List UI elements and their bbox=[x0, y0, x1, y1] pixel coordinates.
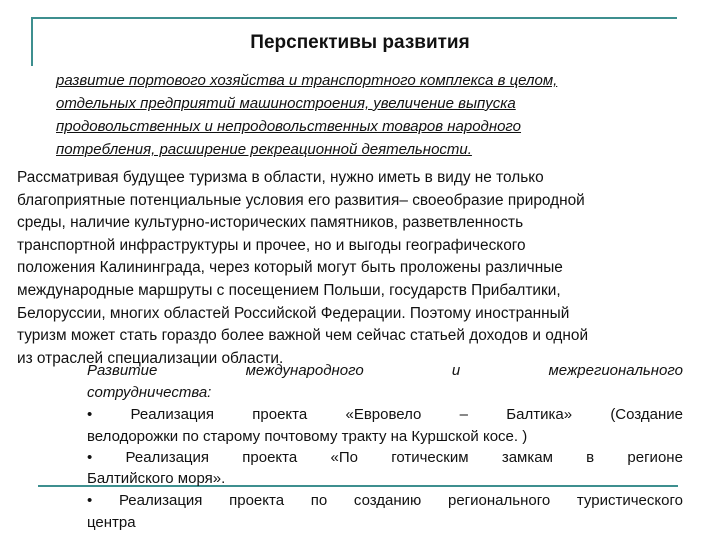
item-word: регионального bbox=[448, 492, 551, 509]
item-word: созданию bbox=[353, 492, 422, 509]
project-item-3 bbox=[87, 490, 683, 512]
main-line: Рассматривая будущее туризма в области, нужно иметь в виду не только bbox=[17, 169, 544, 186]
intro-paragraph bbox=[56, 69, 666, 161]
item-word: замкам bbox=[501, 449, 553, 466]
main-line: среды, наличие культурно-исторических памятников, разветвленность bbox=[17, 214, 524, 232]
slide-title: Перспективы развития bbox=[250, 32, 470, 53]
heading-word: международного bbox=[245, 362, 364, 379]
project-item-3-continuation: центра bbox=[87, 514, 136, 531]
item-word: проекта bbox=[252, 406, 308, 423]
main-paragraph bbox=[17, 167, 707, 370]
item-word: проекта bbox=[229, 492, 285, 509]
item-word: «По bbox=[330, 449, 358, 466]
item-word: Реализация bbox=[125, 449, 210, 466]
project-item-2-continuation: Балтийского моря». bbox=[87, 470, 226, 487]
main-line: международные маршруты с посещением Польши, государств Прибалтики, bbox=[17, 281, 561, 299]
intro-line: развитие портового хозяйства и транспортного комплекса в целом, bbox=[56, 72, 558, 89]
intro-line: продовольственных и непродовольственных товаров народного bbox=[56, 118, 522, 135]
cooperation-heading-end: сотрудничества: bbox=[87, 384, 212, 401]
item-word: по bbox=[310, 492, 328, 509]
main-line: положения Калининграда, через который могут быть проложены различные bbox=[17, 259, 563, 277]
project-item-1 bbox=[87, 404, 683, 426]
item-word: проекта bbox=[242, 449, 298, 466]
heading-word: и bbox=[451, 362, 461, 379]
item-word: Реализация bbox=[118, 492, 203, 509]
main-line: Белоруссии, многих областей Российской Федерации. Поэтому иностранный bbox=[17, 304, 570, 322]
main-line: транспортной инфраструктуры и прочее, но и выгоды географического bbox=[17, 236, 526, 254]
cooperation-heading bbox=[87, 360, 683, 382]
main-line: из отраслей специализации области. bbox=[17, 349, 284, 367]
bullet-marker: • bbox=[87, 406, 93, 423]
item-word: (Создание bbox=[610, 406, 683, 423]
heading-word: межрегионального bbox=[548, 362, 683, 379]
intro-line: отдельных предприятий машиностроения, увеличение выпуска bbox=[56, 95, 516, 112]
item-word: «Евровело bbox=[345, 406, 422, 423]
item-word: Балтика» bbox=[506, 406, 573, 423]
project-item-1-continuation: велодорожки по старому почтовому тракту на Куршской косе. ) bbox=[87, 428, 528, 445]
main-line: туризм может стать гораздо более важной чем сейчас статьей доходов и одной bbox=[17, 327, 589, 345]
project-item-2 bbox=[87, 447, 683, 469]
bullet-marker: • bbox=[87, 492, 93, 509]
item-word: регионе bbox=[627, 449, 683, 466]
bullet-marker: • bbox=[87, 449, 93, 466]
item-word: туристического bbox=[576, 492, 683, 509]
item-word: в bbox=[586, 449, 595, 466]
item-word: Реализация bbox=[130, 406, 215, 423]
frame-top-line bbox=[31, 17, 677, 19]
main-line: благоприятные потенциальные условия его развития– своеобразие природной bbox=[17, 191, 585, 209]
intro-line: потребления, расширение рекреационной деятельности. bbox=[56, 141, 472, 158]
item-word: готическим bbox=[391, 449, 469, 466]
item-word: – bbox=[459, 406, 469, 423]
heading-word: Развитие bbox=[87, 362, 158, 379]
